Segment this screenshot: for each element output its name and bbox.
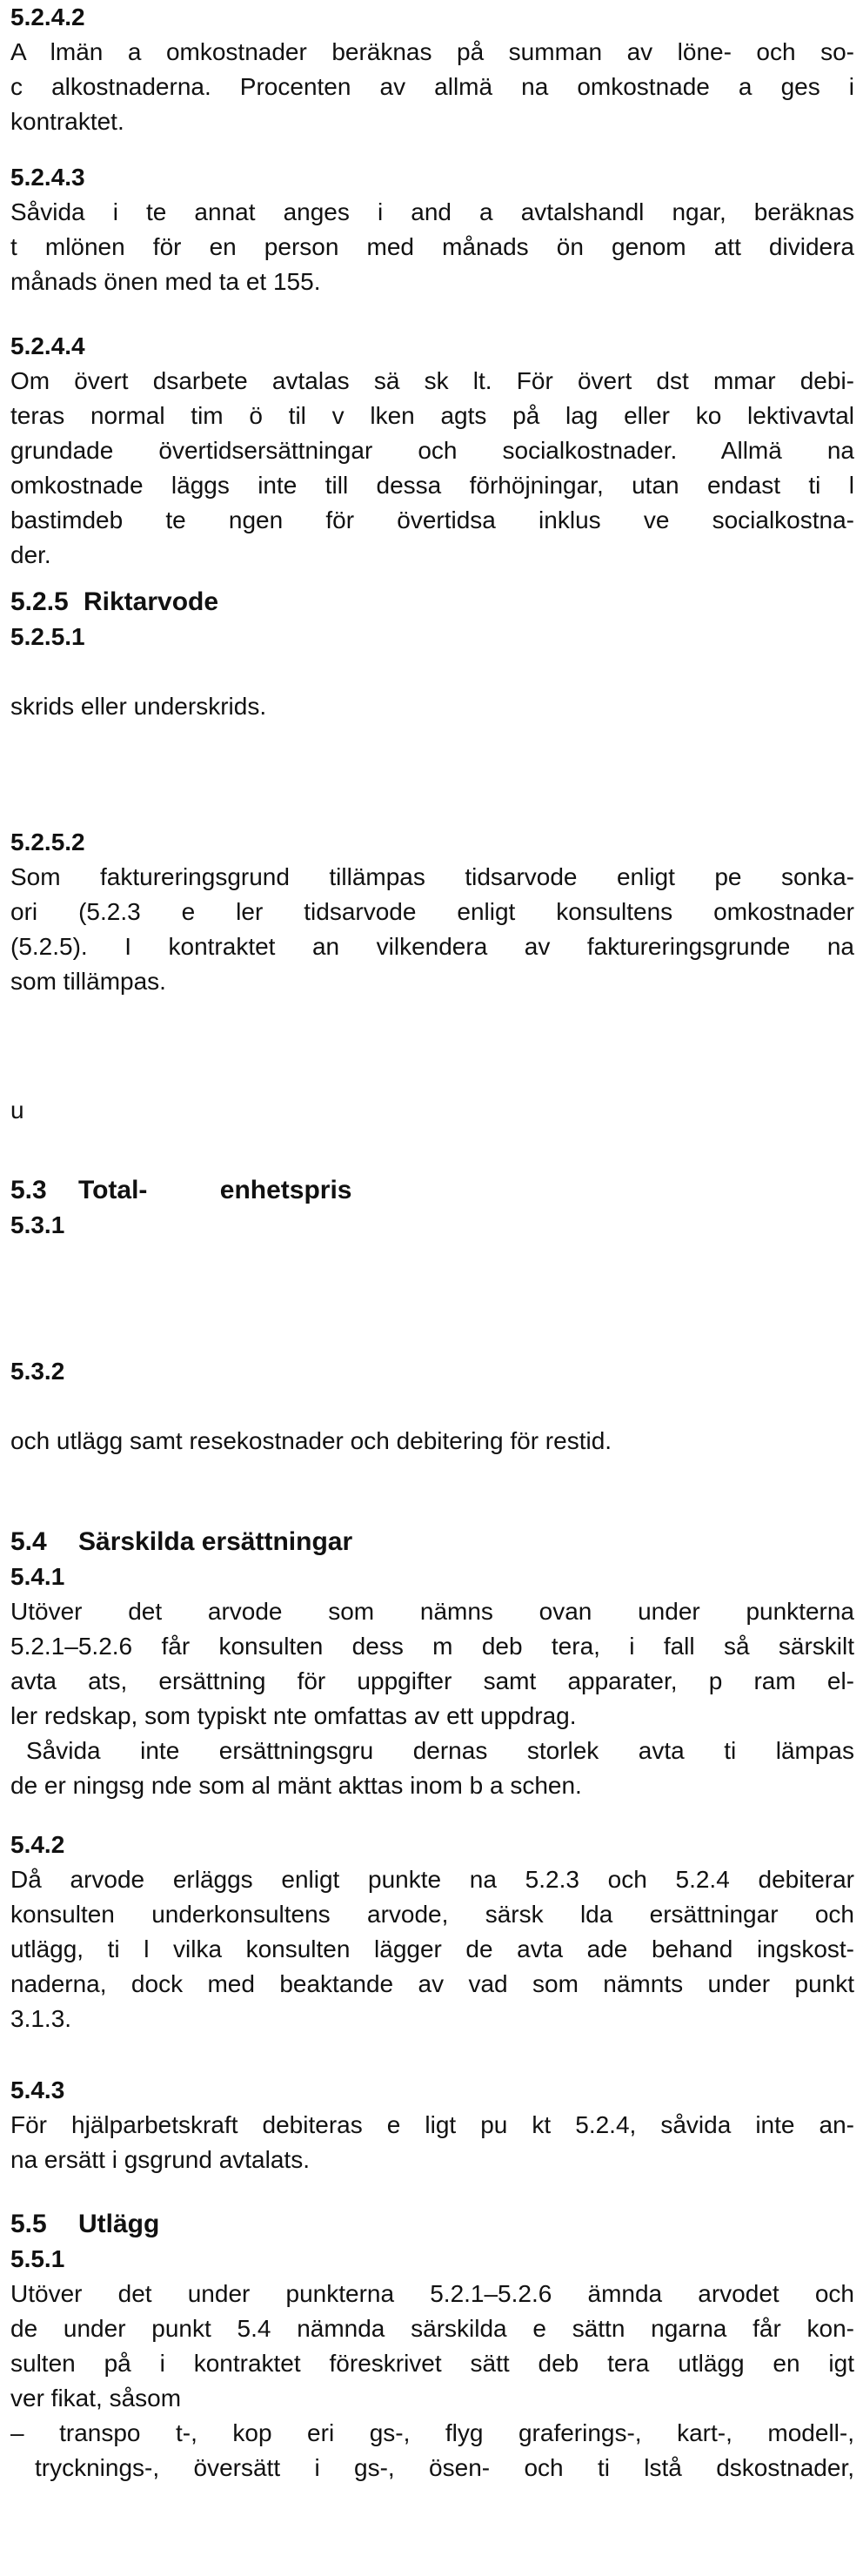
text-line: – transpo t-, kop eri gs-, flyg graferings-, kart-, modell-, — [10, 2419, 854, 2446]
section-5-2-4-4 — [10, 329, 854, 573]
text-line: För hjälparbetskraft debiteras e ligt pu kt 5.2.4, såvida inte an- — [10, 2111, 854, 2138]
section-5-2-5 — [10, 585, 854, 724]
section-5-4-2 — [10, 1828, 854, 2036]
text-line: Såvida inte ersättningsgru dernas storlek avta ti lämpas — [26, 1737, 854, 1764]
text-line: teras normal tim ö til v lken agts på lag eller ko lektivavtal — [10, 402, 854, 429]
text-line: och utlägg samt resekostnader och debitering för restid. — [10, 1427, 612, 1454]
section-number: 5.5.1 — [10, 2245, 65, 2272]
section-number: 5.3.1 — [10, 1211, 65, 1238]
text-line: Utöver det under punkterna 5.2.1–5.2.6 ämnda arvodet och — [10, 2280, 854, 2307]
text-line: c alkostnaderna. Procenten av allmä na omkostnade a ges i — [10, 73, 854, 100]
text-line: kontraktet. — [10, 108, 124, 135]
text-line: Såvida i te annat anges i and a avtalshandl ngar, beräknas — [10, 198, 854, 225]
section-5-4-3 — [10, 2073, 854, 2177]
section-heading: 5.2.5 Riktarvode — [10, 587, 219, 616]
text-line: de er ningsg nde som al mänt akttas inom b a schen. — [10, 1772, 582, 1799]
text-line: ver fikat, såsom — [10, 2385, 182, 2412]
section-title: Särskilda ersättningar — [78, 1527, 353, 1556]
section-5-4 — [10, 1525, 854, 1803]
section-heading: 5.5 Utlägg — [10, 2210, 160, 2238]
text-line: Då arvode erläggs enligt punkte na 5.2.3 och 5.2.4 debiterar — [10, 1866, 854, 1893]
text-line: Om övert dsarbete avtalas sä sk lt. För övert dst mmar debi- — [10, 367, 854, 394]
section-number: 5.4.1 — [10, 1563, 65, 1590]
text-line: ori (5.2.3 e ler tidsarvode enligt konsultens omkostnader — [10, 898, 854, 925]
section-number: 5.2.4.3 — [10, 164, 85, 191]
section-number: 5.2.4.4 — [10, 332, 85, 359]
text-line: avta ats, ersättning för uppgifter samt apparater, p ram el- — [10, 1667, 854, 1694]
text-line: Utöver det arvode som nämns ovan under punkterna — [10, 1598, 854, 1625]
stray-letter: u — [10, 1097, 24, 1124]
text-line — [10, 1389, 854, 1424]
text-line: der. — [10, 541, 51, 568]
section-number: 5.4.2 — [10, 1831, 65, 1858]
section-number: 5.2.4.2 — [10, 3, 85, 30]
text-line: omkostnade läggs inte till dessa förhöjningar, utan endast ti l — [10, 472, 854, 499]
text-line: 3.1.3. — [10, 2005, 72, 2032]
section-number: 5.4.3 — [10, 2076, 65, 2103]
text-line: Som faktureringsgrund tillämpas tidsarvode enligt pe sonka- — [10, 863, 854, 890]
text-line: bastimdeb te ngen för övertidsa inklus ve socialkostna- — [10, 506, 854, 533]
text-line: ler redskap, som typiskt nte omfattas av ett uppdrag. — [10, 1702, 577, 1729]
stray-mark — [10, 1093, 854, 1128]
section-heading: 5.3 Total- enhetspris — [10, 1176, 352, 1204]
section-5-2-4-3 — [10, 160, 854, 299]
text-line: som tillämpas. — [10, 968, 166, 995]
section-title: Total- enhetspris — [78, 1176, 352, 1204]
text-line: skrids eller underskrids. — [10, 693, 267, 720]
section-heading: 5.4 Särskilda ersättningar — [10, 1527, 353, 1556]
text-line: utlägg, ti l vilka konsulten lägger de avta ade behand ingskost- — [10, 1935, 854, 1962]
text-line: månads önen med ta et 155. — [10, 268, 321, 295]
section-title: Riktarvode — [84, 587, 219, 616]
section-title: Utlägg — [78, 2210, 160, 2238]
text-line: (5.2.5). I kontraktet an vilkendera av faktureringsgrunde na — [10, 933, 854, 960]
section-number: 5.3.2 — [10, 1358, 65, 1385]
section-5-3 — [10, 1173, 854, 1243]
text-line: A lmän a omkostnader beräknas på summan av löne- och so- — [10, 38, 854, 65]
text-line: de under punkt 5.4 nämnda särskilda e sättn ngarna får kon- — [10, 2315, 854, 2342]
section-5-5 — [10, 2207, 854, 2485]
section-5-2-4-2 — [10, 0, 854, 139]
text-line: sulten på i kontraktet föreskrivet sätt deb tera utlägg en igt — [10, 2350, 854, 2377]
text-line: na ersätt i gsgrund avtalats. — [10, 2146, 310, 2173]
text-line: grundade övertidsersättningar och socialkostnader. Allmä na — [10, 437, 854, 464]
section-number: 5.2.5.1 — [10, 623, 85, 650]
section-5-3-2 — [10, 1354, 854, 1459]
text-line — [10, 654, 854, 689]
text-line: konsulten underkonsultens arvode, särsk lda ersättningar och — [10, 1901, 854, 1928]
section-number: 5.2.5.2 — [10, 828, 85, 855]
text-line: t mlönen för en person med månads ön genom att dividera — [10, 233, 854, 260]
text-line: 5.2.1–5.2.6 får konsulten dess m deb tera, i fall så särskilt — [10, 1633, 854, 1660]
section-5-2-5-2 — [10, 825, 854, 999]
text-line: naderna, dock med beaktande av vad som nämnts under punkt — [10, 1970, 854, 1997]
text-line: trycknings-, översätt i gs-, ösen- och ti lstå dskostnader, — [35, 2454, 854, 2481]
